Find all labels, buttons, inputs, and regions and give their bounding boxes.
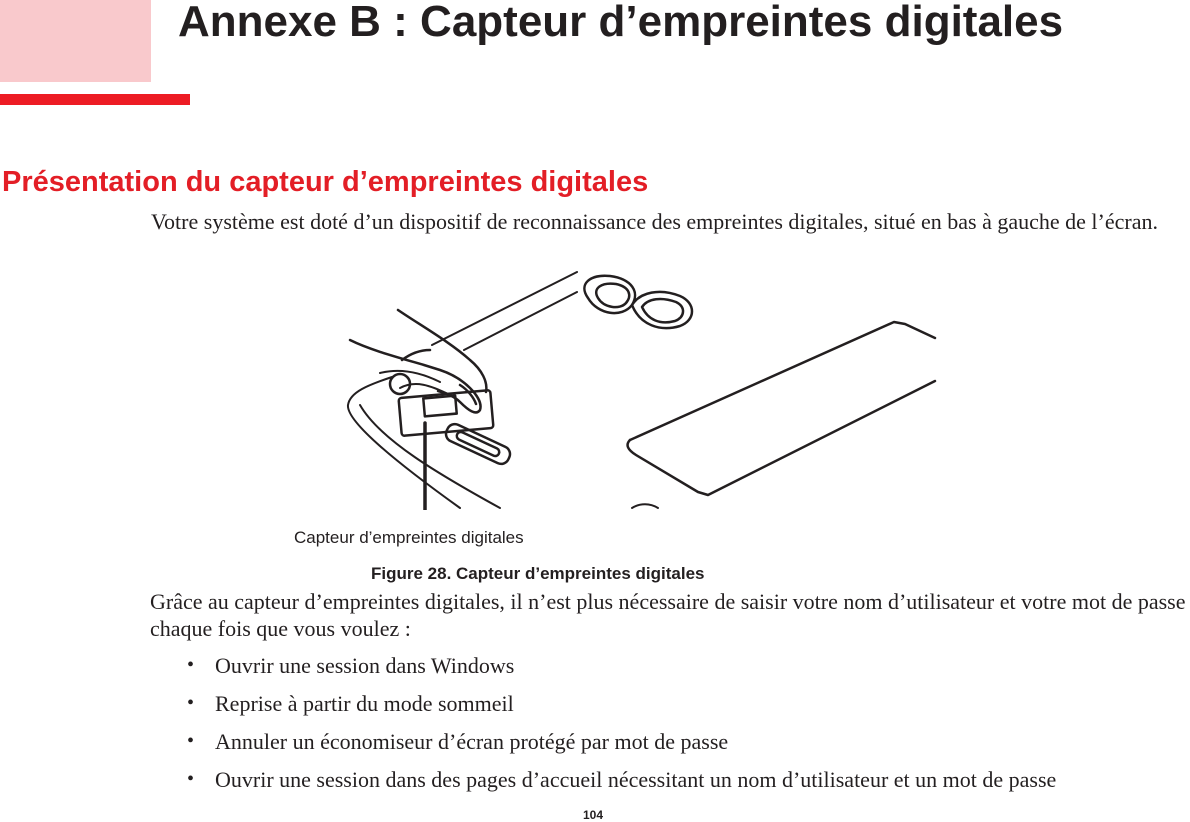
header-accent-bar	[0, 94, 190, 105]
intro-paragraph: Votre système est doté d’un dispositif de reconnaissance des empreintes digitales, situé en bas à gauche de l’écran.	[151, 209, 1158, 234]
figure-callout-label: Capteur d’empreintes digitales	[294, 528, 524, 547]
bullet-icon: •	[187, 730, 195, 752]
list-item-text: Annuler un économiseur d’écran protégé par mot de passe	[215, 729, 729, 754]
section-title: Présentation du capteur d’empreintes digitales	[2, 166, 649, 198]
chapter-title: Annexe B : Capteur d’empreintes digitales	[178, 0, 1064, 46]
bullet-icon: •	[187, 654, 195, 676]
bullet-list	[150, 652, 1056, 804]
fingerprint-sensor-illustration	[340, 270, 940, 510]
list-item	[150, 690, 1056, 728]
page-number: 104	[583, 808, 604, 822]
list-item	[150, 652, 1056, 690]
body-paragraph: Grâce au capteur d’empreintes digitales, il n’est plus nécessaire de saisir votre nom d’utilisateur et votre mot de passe chaque fois que vous voulez :	[150, 589, 1186, 641]
bullet-icon: •	[187, 768, 195, 790]
list-item	[150, 766, 1056, 804]
list-item-text: Ouvrir une session dans des pages d’accueil nécessitant un nom d’utilisateur et un mot de passe	[215, 767, 1057, 792]
list-item-text: Ouvrir une session dans Windows	[215, 653, 515, 678]
list-item-text: Reprise à partir du mode sommeil	[215, 691, 514, 716]
list-item	[150, 728, 1056, 766]
figure-caption: Figure 28. Capteur d’empreintes digitales	[371, 564, 705, 583]
bullet-icon: •	[187, 692, 195, 714]
header-color-block	[0, 0, 151, 82]
